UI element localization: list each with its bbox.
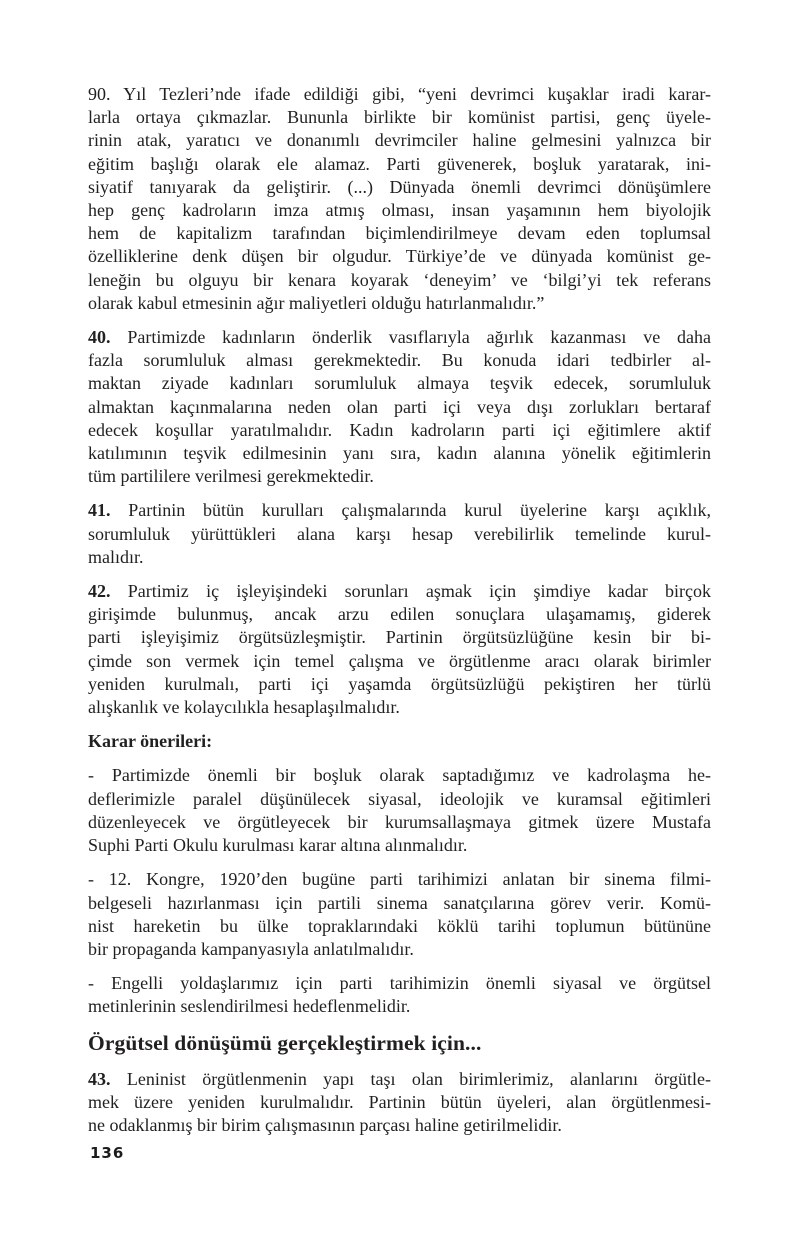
text-column	[88, 83, 711, 1148]
paragraph	[88, 972, 711, 1018]
text-line: - Engelli yoldaşlarımız için parti tarihimizin önemli siyasal ve örgütsel	[88, 973, 711, 994]
text-line: alışkanlık ve kolaycılıkla hesaplaşılmalıdır.	[88, 697, 400, 718]
text-line: belgeseli hazırlanması için partili sinema sanatçılarına görev verir. Komü-	[88, 892, 711, 913]
paragraph	[88, 499, 711, 569]
text-line: deflerimizle paralel düşünülecek siyasal, ideolojik ve kuramsal eğitimleri	[88, 788, 711, 809]
text-line: parti işleyişimiz örgütsüzleşmiştir. Partinin örgütsüzlüğüne kesin bir bi-	[88, 627, 711, 648]
text-line: 41. Partinin bütün kurulları çalışmalarında kurul üyelerine karşı açıklık,	[88, 500, 711, 521]
text-line: olarak kabul etmesinin ağır maliyetleri olduğu hatırlanmalıdır.”	[88, 292, 545, 313]
text-line: maktan ziyade kadınları sorumluluk almaya teşvik edecek, sorumluluk	[88, 373, 711, 394]
paragraph-number: 40.	[88, 327, 111, 348]
text-line: larla ortaya çıkmazlar. Bununla birlikte bir komünist partisi, genç üyele-	[88, 107, 711, 128]
text-line: malıdır.	[88, 546, 144, 567]
text-line: mek üzere yeniden kurulmalıdır. Partinin bütün üyeleri, alan örgütlenmesi-	[88, 1091, 711, 1112]
paragraph-number: 42.	[88, 581, 111, 602]
paragraph	[88, 868, 711, 961]
text-line: çimde son vermek için temel çalışma ve örgütlenme aracı olarak birimler	[88, 650, 711, 671]
text-line: düzenleyecek ve örgütleyecek bir kurumsallaşmaya gitmek üzere Mustafa	[88, 811, 711, 832]
text-line: hem de kapitalizm tarafından biçimlendirilmeye devam eden toplumsal	[88, 223, 711, 244]
text-line: yeniden kurulmalı, parti içi yaşamda örgütsüzlüğü pekiştiren her türlü	[88, 673, 711, 694]
paragraph-number: 41.	[88, 500, 111, 521]
paragraph-number: 43.	[88, 1068, 111, 1089]
paragraph	[88, 764, 711, 857]
text-line: 42. Partimiz iç işleyişindeki sorunları aşmak için şimdiye kadar birçok	[88, 581, 711, 602]
text-line: hep genç kadroların imza atmış olması, insan yaşamının hem biyolojik	[88, 200, 711, 221]
text-line: almaktan kaçınmalarına neden olan parti içi veya dışı zorlukları bertaraf	[88, 396, 711, 417]
text-line: edecek koşullar yaratılmalıdır. Kadın kadroların parti içi eğitimlere aktif	[88, 419, 711, 440]
text-line: sorumluluk yürüttükleri alana karşı hesap verebilirlik temelinde kurul-	[88, 523, 711, 544]
text-line: siyatif tanıyarak da geliştirir. (...) Dünyada önemli devrimci dönüşümlere	[88, 176, 711, 197]
text-line: - Partimizde önemli bir boşluk olarak saptadığımız ve kadrolaşma he-	[88, 765, 711, 786]
text-line: nist hareketin bu ülke topraklarındaki köklü tarihi toplumun bütününe	[88, 915, 711, 936]
text-line: özelliklerine denk düşen bir olgudur. Türkiye’de ve dünyada komünist ge-	[88, 246, 711, 267]
text-line: 90. Yıl Tezleri’nde ifade edildiği gibi, “yeni devrimci kuşaklar iradi karar-	[88, 84, 711, 104]
text-line: girişimde bulunmuş, ancak arzu edilen sonuçlara ulaşamamış, giderek	[88, 604, 711, 625]
text-line: Suphi Parti Okulu kurulması karar altına alınmalıdır.	[88, 835, 468, 856]
text-line: rinin atak, yaratıcı ve donanımlı devrimciler haline gelmesini yalnızca bir	[88, 130, 711, 151]
section-heading: Örgütsel dönüşümü gerçekleştirmek için...	[88, 1030, 482, 1055]
sub-heading: Karar önerileri:	[88, 731, 213, 752]
text-line: fazla sorumluluk alması gerekmektedir. Bu konuda idari tedbirler al-	[88, 350, 711, 371]
paragraph	[88, 326, 711, 488]
text-line: bir propaganda kampanyasıyla anlatılmalıdır.	[88, 938, 414, 959]
text-line: leneğin bu olguyu bir kenara koyarak ‘deneyim’ ve ‘bilgi’yi tek referans	[88, 269, 711, 290]
text-line: ne odaklanmış bir birim çalışmasının parçası haline getirilmelidir.	[88, 1114, 562, 1135]
paragraph	[88, 83, 711, 315]
paragraph	[88, 1068, 711, 1138]
page-number: 136	[90, 1144, 125, 1162]
text-line: - 12. Kongre, 1920’den bugüne parti tarihimizi anlatan bir sinema filmi-	[88, 869, 711, 890]
paragraph	[88, 580, 711, 719]
text-line: katılımının teşvik edilmesinin yanı sıra, kadın alanına yönelik eğitimlerin	[88, 443, 711, 464]
text-line: eğitim başlığı olarak ele alamaz. Parti güvenerek, boşluk yaratarak, ini-	[88, 153, 711, 174]
text-line: tüm partililere verilmesi gerekmektedir.	[88, 466, 374, 487]
text-line: 43. Leninist örgütlenmenin yapı taşı olan birimlerimiz, alanlarını örgütle-	[88, 1068, 711, 1089]
text-line: metinlerinin seslendirilmesi hedeflenmelidir.	[88, 996, 411, 1017]
text-line: 40. Partimizde kadınların önderlik vasıflarıyla ağırlık kazanması ve daha	[88, 327, 711, 348]
